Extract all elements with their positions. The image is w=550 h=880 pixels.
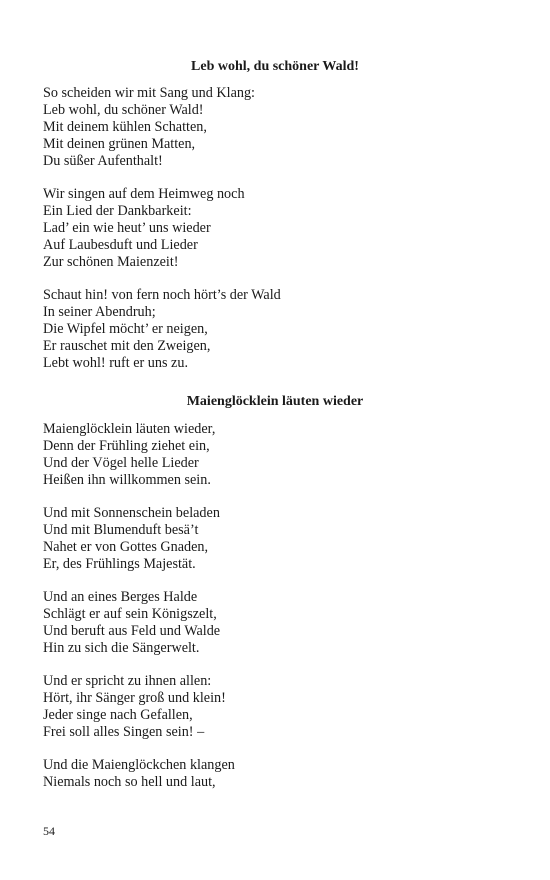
verse-line: Er, des Frühlings Majestät.	[43, 556, 196, 572]
verse-line: Ein Lied der Dankbarkeit:	[43, 203, 192, 219]
verse-line: Mit deinen grünen Matten,	[43, 136, 196, 152]
verse-line: Nahet er von Gottes Gnaden,	[43, 539, 209, 555]
verse-line: Hin zu sich die Sängerwelt.	[43, 640, 200, 656]
verse-line: Er rauschet mit den Zweigen,	[43, 338, 211, 354]
stanza	[43, 757, 235, 791]
poem-title: Maienglöcklein läuten wieder	[186, 394, 364, 409]
page-number: 54	[43, 824, 55, 838]
verse-line: Frei soll alles Singen sein! –	[43, 724, 205, 740]
verse-line: Du süßer Aufenthalt!	[43, 153, 163, 169]
verse-line: Leb wohl, du schöner Wald!	[43, 102, 204, 118]
verse-line: Und der Vögel helle Lieder	[43, 455, 199, 471]
verse-line: Niemals noch so hell und laut,	[43, 774, 216, 790]
stanza	[43, 505, 220, 573]
verse-line: Lad’ ein wie heut’ uns wieder	[43, 220, 211, 236]
verse-line: In seiner Abendruh;	[43, 304, 156, 320]
verse-line: Jeder singe nach Gefallen,	[43, 707, 193, 723]
stanza	[43, 421, 215, 489]
verse-line: Schlägt er auf sein Königszelt,	[43, 606, 217, 622]
verse-line: Und er spricht zu ihnen allen:	[43, 673, 212, 689]
verse-line: Und mit Sonnenschein beladen	[43, 505, 220, 521]
verse-line: Maienglöcklein läuten wieder,	[43, 421, 216, 437]
verse-line: Denn der Frühling ziehet ein,	[43, 438, 210, 454]
poem-title: Leb wohl, du schöner Wald!	[191, 59, 359, 74]
verse-line: Zur schönen Maienzeit!	[43, 254, 179, 270]
verse-line: Und beruft aus Feld und Walde	[43, 623, 221, 639]
verse-line: Auf Laubesduft und Lieder	[43, 237, 198, 253]
stanza	[43, 287, 281, 372]
stanza	[43, 589, 220, 657]
verse-line: Und die Maienglöckchen klangen	[43, 757, 235, 773]
verse-line: Wir singen auf dem Heimweg noch	[43, 186, 245, 202]
verse-line: Heißen ihn willkommen sein.	[43, 472, 211, 488]
verse-line: Die Wipfel möcht’ er neigen,	[43, 321, 208, 337]
verse-line: So scheiden wir mit Sang und Klang:	[43, 85, 256, 101]
verse-line: Schaut hin! von fern noch hört’s der Wald	[43, 287, 281, 303]
stanza	[43, 186, 245, 271]
verse-line: Mit deinem kühlen Schatten,	[43, 119, 207, 135]
stanza	[43, 85, 255, 170]
verse-line: Und an eines Berges Halde	[43, 589, 198, 605]
stanza	[43, 673, 226, 741]
verse-line: Lebt wohl! ruft er uns zu.	[43, 355, 188, 371]
verse-line: Hört, ihr Sänger groß und klein!	[43, 690, 226, 706]
verse-line: Und mit Blumenduft besä’t	[43, 522, 199, 538]
